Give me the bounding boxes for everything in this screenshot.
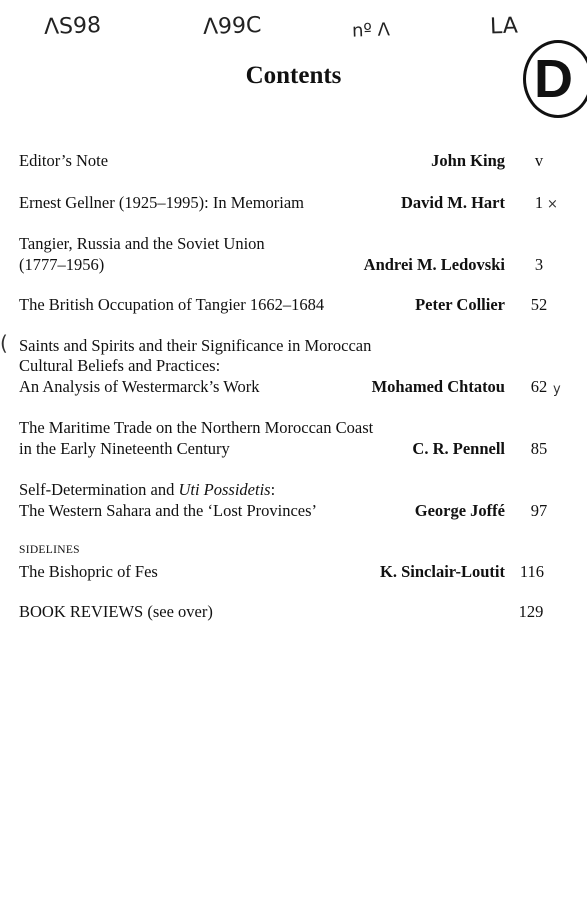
- entry-title: BOOK REVIEWS (see over): [19, 602, 213, 621]
- entry-page: 52: [530, 295, 548, 314]
- entry-title-line-1: Saints and Spirits and their Significance in Moroccan: [19, 336, 372, 355]
- entry-title-line-2: The Western Sahara and the ‘Lost Provinces’: [19, 501, 318, 520]
- entry-page: 62: [530, 377, 548, 396]
- entry-page: 3: [534, 255, 544, 274]
- entry-title-line-1: The Maritime Trade on the Northern Moroccan Coast: [19, 418, 374, 437]
- entry-author: John King: [431, 151, 505, 170]
- stamp-letter: D: [534, 49, 573, 109]
- entry-author: David M. Hart: [400, 193, 505, 212]
- entry-title-line-3: An Analysis of Westermarck’s Work: [19, 377, 260, 396]
- entry-title: The Bishopric of Fes: [19, 562, 158, 581]
- entry-page: 1: [534, 193, 544, 212]
- entry-title-line-2: Cultural Beliefs and Practices:: [19, 356, 221, 375]
- entry-title-italic: Uti Possidetis: [178, 480, 271, 499]
- entry-title: Editor’s Note: [19, 151, 109, 170]
- entry-title-part: Self-Determination and: [19, 480, 179, 499]
- entry-title-line-2: in the Early Nineteenth Century: [19, 439, 230, 458]
- entry-title-line-1: [19, 480, 275, 501]
- entry-author: K. Sinclair-Loutit: [380, 562, 505, 581]
- pencil-tick-mark: ×: [547, 197, 558, 212]
- entry-page: 97: [530, 501, 548, 520]
- handwritten-note-4: LA: [489, 13, 519, 40]
- entry-page: 129: [518, 602, 544, 621]
- entry-title-line-1: Tangier, Russia and the Soviet Union: [19, 234, 265, 253]
- entry-author: George Joffé: [414, 501, 505, 520]
- entry-title-part: :: [270, 480, 276, 499]
- pencil-bracket-mark: (: [0, 331, 8, 355]
- entry-author: Andrei M. Ledovski: [363, 255, 505, 274]
- entry-page: 116: [519, 562, 545, 581]
- pencil-tick-mark: y: [553, 382, 561, 397]
- entry-title: The British Occupation of Tangier 1662–1684: [19, 295, 325, 314]
- entry-title-line-2: (1777–1956): [19, 255, 105, 274]
- handwritten-note-3: nº ᐱ: [351, 19, 391, 42]
- page-title: Contents: [245, 62, 342, 89]
- entry-author: Peter Collier: [415, 295, 505, 314]
- entry-page: 85: [530, 439, 548, 458]
- handwritten-note-1: ᐱS98: [43, 13, 102, 40]
- handwritten-note-2: ᐱ99C: [202, 12, 262, 41]
- entry-title: Ernest Gellner (1925–1995): In Memoriam: [19, 193, 305, 212]
- entry-author: C. R. Pennell: [412, 439, 505, 458]
- entry-page: v: [534, 151, 544, 170]
- section-label-sidelines: SIDELINES: [19, 544, 80, 556]
- entry-author: Mohamed Chtatou: [371, 377, 505, 396]
